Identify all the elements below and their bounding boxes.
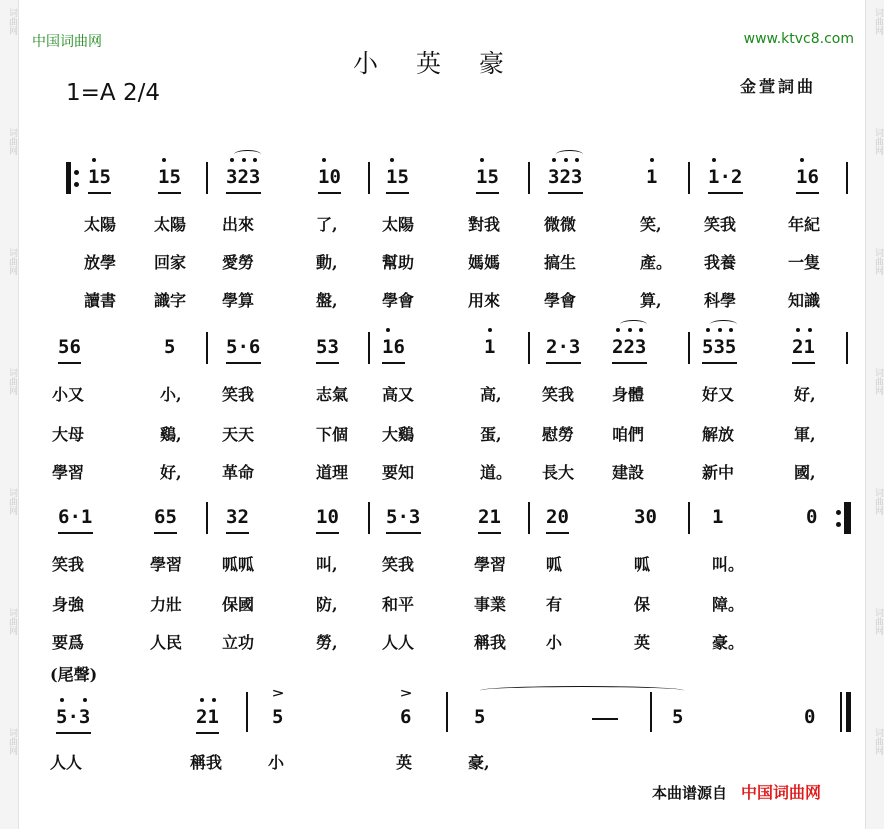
lyric-word: 科學 [704,291,737,310]
source-label: 本曲谱源自 [652,784,728,802]
high-octave-dot [796,328,800,332]
lyric-word: 讀書 [84,291,117,310]
beam-underline [158,192,181,194]
coda-label: (尾聲) [50,665,98,684]
lyric-word: 識字 [154,291,187,310]
lyric-word: 天天 [222,425,255,444]
lyric-word: 一隻 [788,253,821,272]
watermark-text: 词曲网 [873,608,883,635]
note: 56 [58,336,81,358]
beam-underline [546,532,569,534]
high-octave-dot [808,328,812,332]
lyric-word: 大母 [52,425,85,444]
lyric-word: 要爲 [52,633,85,652]
lyric-word: 學算 [222,291,255,310]
note: 5·6 [226,336,261,358]
lyric-word: 道。 [480,463,513,482]
beam-underline [708,192,743,194]
beam-underline [58,362,81,364]
beam-underline [154,532,177,534]
bar-line [650,692,652,732]
slur [620,320,647,329]
lyric-word: 叫, [316,555,338,574]
note: 5 [672,706,684,728]
lyric-word: 叫。 [712,555,745,574]
beam-underline [226,362,261,364]
lyric-word: 新中 [702,463,735,482]
watermark-text: 词曲网 [873,368,883,395]
lyric-word: 英 [396,753,413,772]
beam-underline [702,362,737,364]
high-octave-dot [60,698,64,702]
note: 535 [702,336,737,358]
note: 5 [164,336,176,358]
repeat-dot [836,510,841,515]
beam-underline [226,532,249,534]
beam-underline [58,532,93,534]
lyric-word: 盤, [316,291,338,310]
bar-line [206,162,208,194]
note: 323 [226,166,261,188]
lyric-word: 年紀 [788,215,821,234]
key-time-signature: 1=A 2/4 [66,80,160,106]
watermark-text: 词曲网 [7,128,17,155]
lyric-word: 國, [794,463,816,482]
beam-underline [386,192,409,194]
lyric-word: 鷄, [160,425,182,444]
right-watermark-strip [865,0,884,829]
lyric-word: 好又 [702,385,735,404]
lyric-word: 產。 [640,253,673,272]
note: 21 [478,506,501,528]
note: 1·2 [708,166,743,188]
lyric-word: 勞, [316,633,338,652]
lyric-word: 有 [546,595,563,614]
lyric-word: 呱 [546,555,563,574]
lyric-word: 解放 [702,425,735,444]
lyric-word: 學習 [52,463,85,482]
bar-line [446,692,448,732]
lyric-word: 建設 [612,463,645,482]
lyric-word: 放學 [84,253,117,272]
beam-underline [796,192,819,194]
note: 15 [158,166,181,188]
lyric-word: 動, [316,253,338,272]
lyric-word: 好, [794,385,816,404]
slur [556,150,583,159]
beam-underline [546,362,581,364]
beam-underline [88,192,111,194]
watermark-text: 词曲网 [873,488,883,515]
note: 0 [806,506,818,528]
lyric-word: 幫助 [382,253,415,272]
beam-underline [316,362,339,364]
lyric-word: 稱我 [474,633,507,652]
watermark-text: 词曲网 [873,8,883,35]
high-octave-dot [390,158,394,162]
lyric-word: 我養 [704,253,737,272]
lyric-word: 太陽 [382,215,415,234]
lyric-word: 太陽 [84,215,117,234]
note: 5 [272,706,284,728]
bar-line [528,502,530,534]
lyric-word: 出來 [222,215,255,234]
high-octave-dot [800,158,804,162]
watermark-text: 词曲网 [7,608,17,635]
watermark-text: 词曲网 [7,8,17,35]
lyric-word: 笑我 [542,385,575,404]
bar-line [206,332,208,364]
lyric-word: 笑, [640,215,662,234]
beam-underline [382,362,405,364]
lyric-word: 笑我 [704,215,737,234]
watermark-text: 词曲网 [7,248,17,275]
beam-underline [316,532,339,534]
note: 0 [804,706,816,728]
lyric-word: 太陽 [154,215,187,234]
lyric-word: 回家 [154,253,187,272]
slur [234,150,261,159]
bar-line [206,502,208,534]
lyric-word: 愛勞 [222,253,255,272]
note: 16 [796,166,819,188]
lyric-word: 保 [634,595,651,614]
lyric-word: 了, [316,215,338,234]
lyric-word: 和平 [382,595,415,614]
lyric-word: 高又 [382,385,415,404]
note: 5·3 [386,506,421,528]
high-octave-dot [650,158,654,162]
high-octave-dot [83,698,87,702]
lyric-word: 防, [316,595,338,614]
note: 30 [634,506,657,528]
beam-underline [548,192,583,194]
note: 5·3 [56,706,91,728]
bar-line [368,502,370,534]
watermark-text: 词曲网 [7,728,17,755]
source-footer [652,780,821,803]
lyric-word: 豪。 [712,633,745,652]
high-octave-dot [92,158,96,162]
accent-mark: > [271,686,285,700]
lyric-word: 知識 [788,291,821,310]
note: 1 [646,166,658,188]
lyric-word: 道理 [316,463,349,482]
site-url-right[interactable]: www.ktvc8.com [743,31,854,47]
high-octave-dot [200,698,204,702]
bar-line [688,162,690,194]
watermark-text: 词曲网 [7,488,17,515]
watermark-text: 词曲网 [7,368,17,395]
slur [710,320,737,329]
repeat-dot [74,182,79,187]
bar-line [846,162,848,194]
sustain-dash [592,718,618,720]
bar-line [846,692,851,732]
lyric-word: 學會 [544,291,577,310]
lyric-word: 學習 [474,555,507,574]
bar-line [846,502,851,534]
lyric-word: 人人 [382,633,415,652]
high-octave-dot [488,328,492,332]
lyric-word: 笑我 [222,385,255,404]
lyric-word: 慰勞 [542,425,575,444]
repeat-dot [74,170,79,175]
source-site[interactable]: 中国词曲网 [741,783,822,802]
beam-underline [196,732,219,734]
bar-line [368,162,370,194]
beam-underline [612,362,647,364]
watermark-text: 词曲网 [873,728,883,755]
lyric-word: 小 [546,633,563,652]
high-octave-dot [322,158,326,162]
bar-line [528,162,530,194]
lyric-word: 革命 [222,463,255,482]
site-name-left: 中国词曲网 [32,34,102,50]
lyric-word: 障。 [712,595,745,614]
beam-underline [226,192,261,194]
left-watermark-strip [0,0,19,829]
note: 5 [474,706,486,728]
lyric-word: 媽媽 [468,253,501,272]
author-credit: 金萱詞曲 [740,77,817,96]
high-octave-dot [480,158,484,162]
note: 53 [316,336,339,358]
lyric-word: 咱們 [612,425,645,444]
bar-line [688,332,690,364]
beam-underline [318,192,341,194]
bar-line [368,332,370,364]
lyric-word: 保國 [222,595,255,614]
lyric-word: 算, [640,291,662,310]
lyric-word: 要知 [382,463,415,482]
bar-line [844,502,846,534]
lyric-word: 呱呱 [222,555,255,574]
note: 32 [226,506,249,528]
lyric-word: 身強 [52,595,85,614]
note: 1 [484,336,496,358]
lyric-word: 高, [480,385,502,404]
lyric-word: 大鷄 [382,425,415,444]
lyric-word: 對我 [468,215,501,234]
lyric-word: 學習 [150,555,183,574]
lyric-word: 立功 [222,633,255,652]
lyric-word: 小 [268,753,285,772]
note: 15 [88,166,111,188]
lyric-word: 人民 [150,633,183,652]
lyric-word: 長大 [542,463,575,482]
lyric-word: 呱 [634,555,651,574]
lyric-word: 事業 [474,595,507,614]
beam-underline [476,192,499,194]
lyric-word: 下個 [316,425,349,444]
note: 2·3 [546,336,581,358]
watermark-text: 词曲网 [873,128,883,155]
lyric-word: 力壯 [150,595,183,614]
note: 15 [386,166,409,188]
lyric-word: 人人 [50,753,83,772]
lyric-word: 英 [634,633,651,652]
note: 15 [476,166,499,188]
bar-line [688,502,690,534]
note: 21 [792,336,815,358]
note: 65 [154,506,177,528]
lyric-word: 搞生 [544,253,577,272]
note: 6 [400,706,412,728]
lyric-word: 微微 [544,215,577,234]
lyric-word: 笑我 [52,555,85,574]
bar-line [846,332,848,364]
note: 21 [196,706,219,728]
lyric-word: 學會 [382,291,415,310]
note: 10 [316,506,339,528]
beam-underline [792,362,815,364]
note: 16 [382,336,405,358]
lyric-word: 志氣 [316,385,349,404]
bar-line [528,332,530,364]
lyric-word: 稱我 [190,753,223,772]
lyric-word: 笑我 [382,555,415,574]
note: 1 [712,506,724,528]
song-title: 小英豪 [353,49,543,78]
lyric-word: 身體 [612,385,645,404]
note: 223 [612,336,647,358]
high-octave-dot [162,158,166,162]
beam-underline [386,532,421,534]
watermark-text: 词曲网 [873,248,883,275]
slur [480,686,684,695]
bar-line [840,692,842,732]
lyric-word: 用來 [468,291,501,310]
lyric-word: 好, [160,463,182,482]
high-octave-dot [712,158,716,162]
high-octave-dot [212,698,216,702]
lyric-word: 小, [160,385,182,404]
bar-line [246,692,248,732]
bar-line [66,162,71,194]
lyric-word: 軍, [794,425,816,444]
lyric-word: 豪, [468,753,490,772]
note: 323 [548,166,583,188]
accent-mark: > [399,686,413,700]
high-octave-dot [386,328,390,332]
lyric-word: 小又 [52,385,85,404]
beam-underline [56,732,91,734]
note: 10 [318,166,341,188]
lyric-word: 蛋, [480,425,502,444]
repeat-dot [836,522,841,527]
note: 20 [546,506,569,528]
note: 6·1 [58,506,93,528]
beam-underline [478,532,501,534]
